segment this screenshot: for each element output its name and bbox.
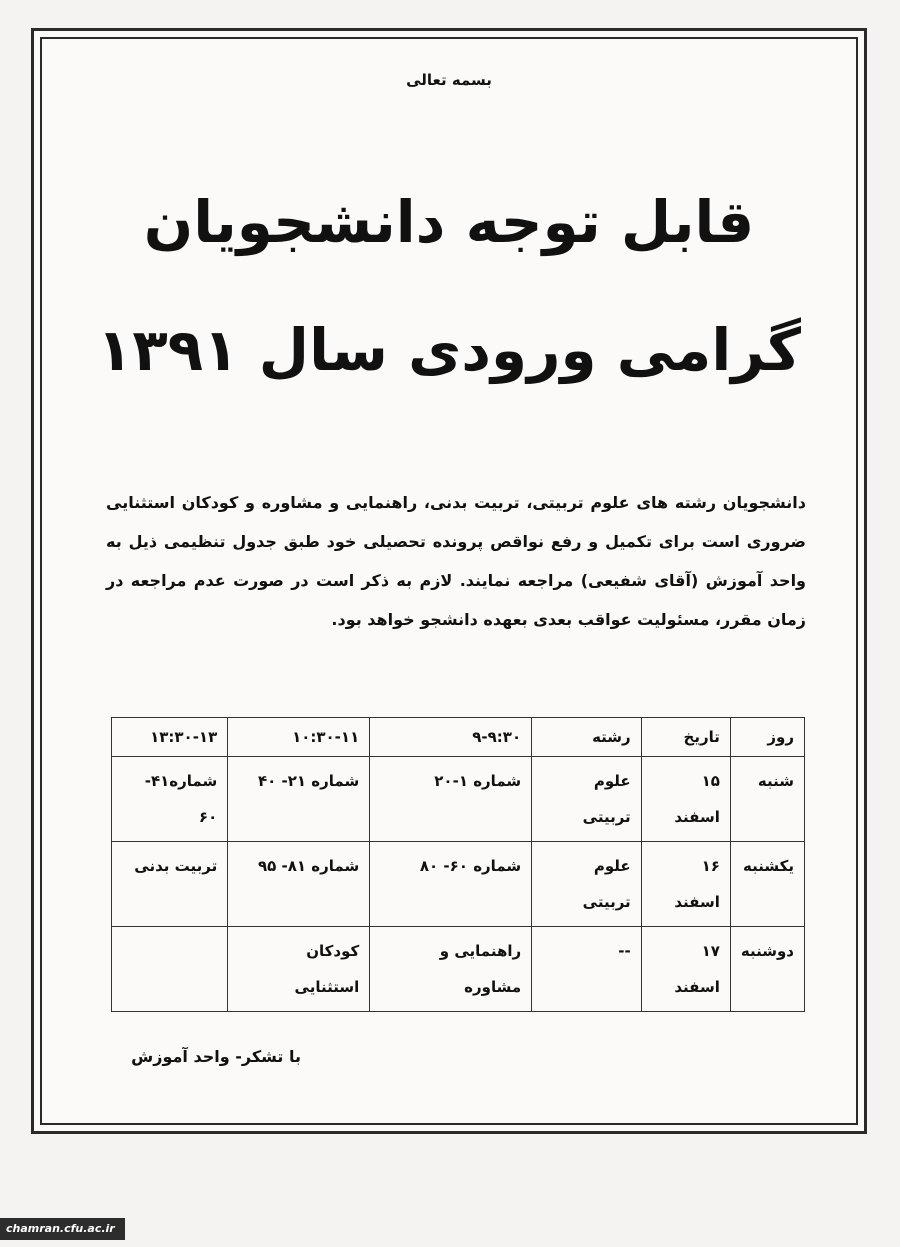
signoff: با تشکر- واحد آموزش: [131, 1047, 301, 1066]
table-cell: ۱۷ اسفند: [641, 927, 730, 1012]
table-cell: [112, 927, 228, 1012]
table-cell: ۱۶ اسفند: [641, 842, 730, 927]
table-cell: علوم تربیتی: [532, 757, 642, 842]
table-cell: یکشنبه: [730, 842, 804, 927]
header-slot-1: ۹-۹:۳۰: [370, 718, 532, 757]
table-cell: --: [532, 927, 642, 1012]
table-cell: دوشنبه: [730, 927, 804, 1012]
table-cell: راهنمایی و مشاوره: [370, 927, 532, 1012]
notice-document: [34, 31, 864, 1131]
table-row: [112, 927, 805, 1012]
header-date: تاریخ: [641, 718, 730, 757]
header-slot-2: ۱۰:۳۰-۱۱: [228, 718, 370, 757]
header-day: روز: [730, 718, 804, 757]
table-cell: کودکان استثنایی: [228, 927, 370, 1012]
table-row: [112, 842, 805, 927]
notice-body: دانشجویان رشته های علوم تربیتی، تربیت بدنی، راهنمایی و مشاوره و کودکان استثنایی ضروری است برای تکمیل و رفع نواقص پرونده تحصیلی خود طبق جدول تنظیمی ذیل به واحد آموزش (آقای شفیعی) مراجعه نمایند. لازم به ذکر است در صورت عدم مراجعه در زمان مقرر، مسئولیت عواقب بعدی بعهده دانشجو خواهد بود.: [106, 493, 806, 629]
table-header-row: [112, 718, 805, 757]
table-cell: تربیت بدنی: [112, 842, 228, 927]
table-cell: شماره ۲۱- ۴۰: [228, 757, 370, 842]
table-row: [112, 757, 805, 842]
table-cell: شماره ۸۱- ۹۵: [228, 842, 370, 927]
schedule-table: [111, 717, 805, 1012]
page-border: [31, 28, 867, 1134]
title-line-2: گرامی ورودی سال ۱۳۹۱: [96, 316, 802, 384]
header-slot-3: ۱۳:۳۰-۱۳: [112, 718, 228, 757]
table-cell: شنبه: [730, 757, 804, 842]
invocation: بسمه تعالی: [406, 71, 492, 89]
header-major: رشته: [532, 718, 642, 757]
site-watermark: chamran.cfu.ac.ir: [0, 1218, 125, 1240]
table-cell: شماره ۱-۲۰: [370, 757, 532, 842]
table-cell: ۱۵ اسفند: [641, 757, 730, 842]
table-cell: شماره ۶۰- ۸۰: [370, 842, 532, 927]
table-cell: علوم تربیتی: [532, 842, 642, 927]
table-cell: شماره۴۱- ۶۰: [112, 757, 228, 842]
title-line-1: قابل توجه دانشجویان: [143, 188, 755, 256]
